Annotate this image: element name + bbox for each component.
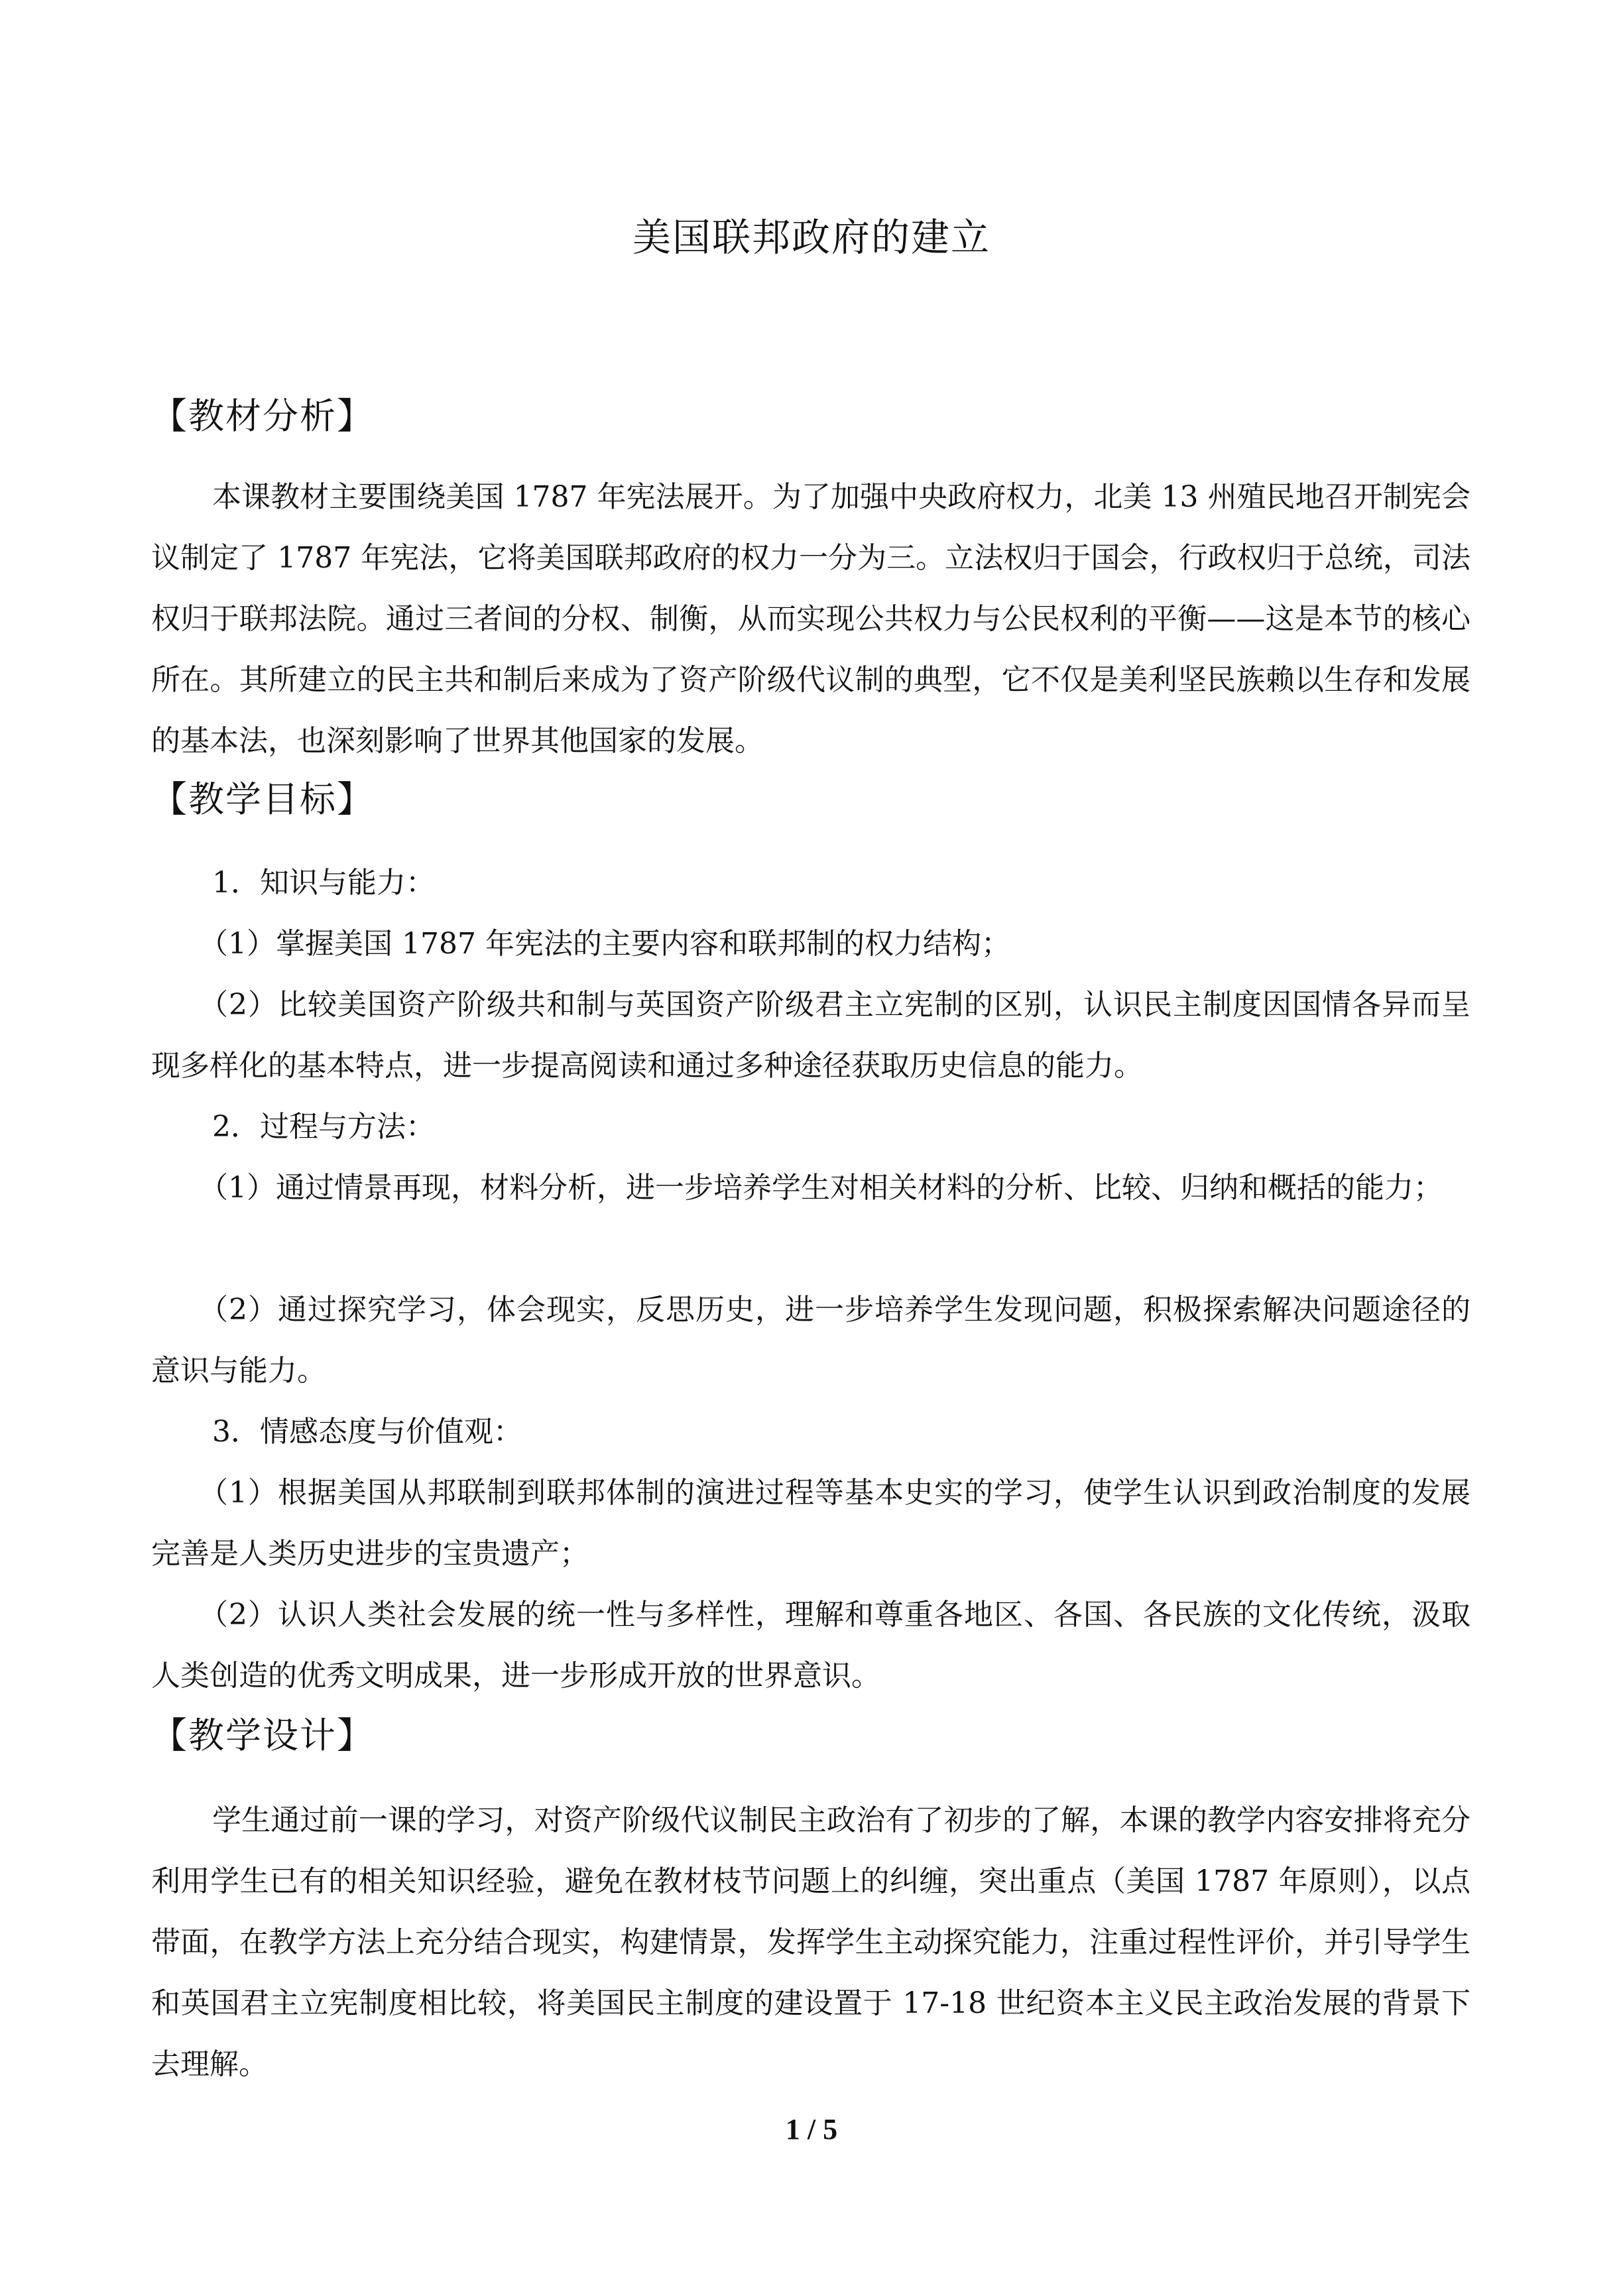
design-paragraph: 学生通过前一课的学习，对资产阶级代议制民主政治有了初步的了解，本课的教学内容安排将充分利用学生已有的相关知识经验，避免在教材枝节问题上的纠缠，突出重点（美国 1787 年原则），以点带面，在教学方法上充分结合现实，构建情景，发挥学生主动探究能力，注重过程性评价，并引导学生和英国君主立宪制度相比较，将美国民主制度的建设置于 17-18 世纪资本主义民主政治发展的背景下去理解。 xyxy=(151,1803,1471,2081)
objective-item: （1）通过情景再现，材料分析，进一步培养学生对相关材料的分析、比较、归纳和概括的能力； xyxy=(199,1171,1443,1205)
analysis-paragraph: 本课教材主要围绕美国 1787 年宪法展开。为了加强中央政府权力，北美 13 州殖民地召开制宪会议制定了 1787 年宪法，它将美国联邦政府的权力一分为三。立法权归于国会，行政权归于总统，司法权归于联邦法院。通过三者间的分权、制衡，从而实现公共权力与公民权利的平衡——这是本节的核心所在。其所建立的民主共和制后来成为了资产阶级代议制的典型，它不仅是美利坚民族赖以生存和发展的基本法，也深刻影响了世界其他国家的发展。 xyxy=(151,480,1471,758)
objective-item: （1）掌握美国 1787 年宪法的主要内容和联邦制的权力结构； xyxy=(199,927,1010,961)
section-heading-design: 【教学设计】 xyxy=(151,1715,374,1756)
objective-item: （2）认识人类社会发展的统一性与多样性，理解和尊重各地区、各国、各民族的文化传统，汲取人类创造的优秀文明成果，进一步形成开放的世界意识。 xyxy=(151,1598,1471,1693)
page-number: 1 / 5 xyxy=(785,2113,838,2145)
page-title: 美国联邦政府的建立 xyxy=(632,215,991,260)
objective-item: （2）通过探究学习，体会现实，反思历史，进一步培养学生发现问题，积极探索解决问题途径的意识与能力。 xyxy=(151,1293,1471,1388)
section-heading-objectives: 【教学目标】 xyxy=(151,778,374,820)
objective-item: （2）比较美国资产阶级共和制与英国资产阶级君主立宪制的区别，认识民主制度因国情各异而呈现多样化的基本特点，进一步提高阅读和通过多种途径获取历史信息的能力。 xyxy=(151,988,1471,1083)
section-heading-analysis: 【教材分析】 xyxy=(151,395,374,437)
objective-item: （1）根据美国从邦联制到联邦体制的演进过程等基本史实的学习，使学生认识到政治制度的发展完善是人类历史进步的宝贵遗产； xyxy=(151,1476,1471,1571)
objective-item: 1．知识与能力： xyxy=(212,866,435,900)
objective-item: 3．情感态度与价值观： xyxy=(212,1415,522,1449)
objective-item: 2．过程与方法： xyxy=(212,1110,435,1144)
